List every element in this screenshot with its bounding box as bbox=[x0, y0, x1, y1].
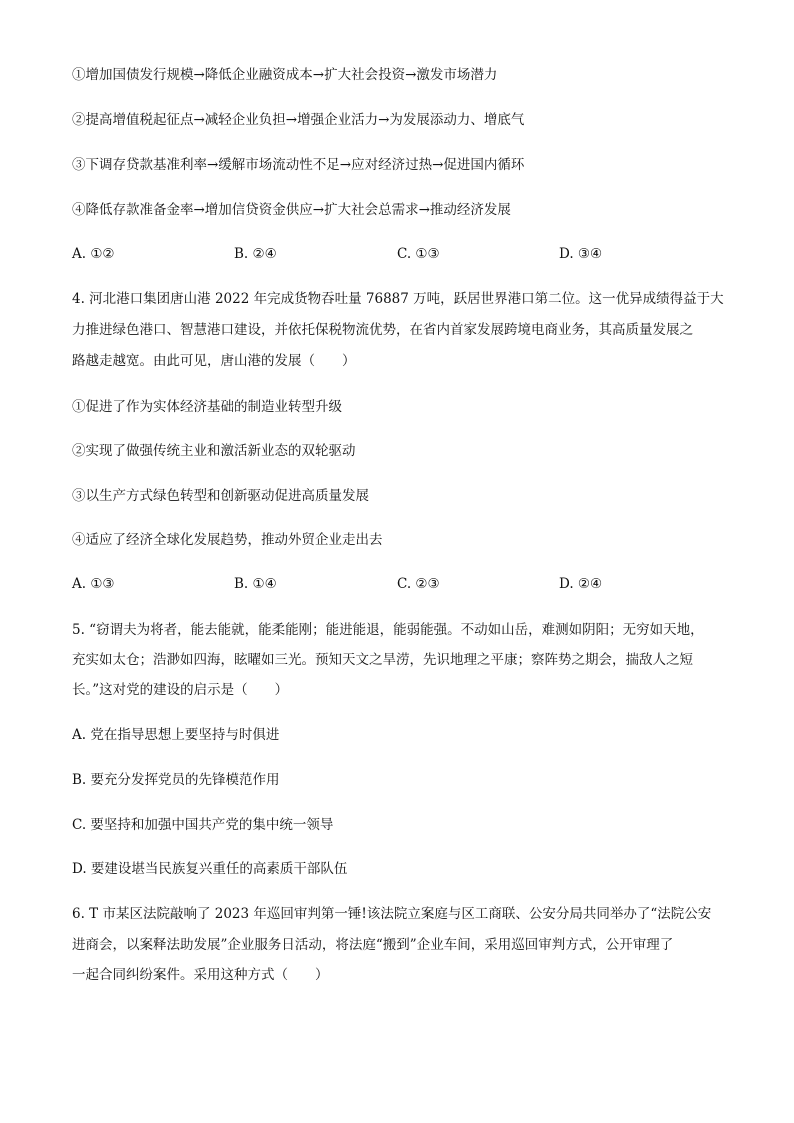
q4-item-4: ④适应了经济全球化发展趋势，推动外贸企业走出去 bbox=[72, 532, 383, 548]
q3-item-1: ①增加国债发行规模→降低企业融资成本→扩大社会投资→激发市场潜力 bbox=[72, 67, 498, 83]
q3-option-a: A. ①② bbox=[72, 246, 115, 262]
q3-item-4: ④降低存款准备金率→增加信贷资金供应→扩大社会总需求→推动经济发展 bbox=[72, 202, 511, 218]
q5-option-c: C. 要坚持和加强中国共产党的集中统一领导 bbox=[72, 817, 334, 833]
q4-item-1: ①促进了作为实体经济基础的制造业转型升级 bbox=[72, 399, 342, 415]
q3-option-d: D. ③④ bbox=[559, 246, 603, 262]
q4-item-3: ③以生产方式绿色转型和创新驱动促进高质量发展 bbox=[72, 488, 369, 504]
q3-option-c: C. ①③ bbox=[397, 246, 440, 262]
q5-option-d: D. 要建设堪当民族复兴重任的高素质干部队伍 bbox=[72, 861, 348, 877]
q6-stem-line-3: 一起合同纠纷案件。采用这种方式（ ） bbox=[72, 967, 329, 983]
q6-stem-line-2: 进商会，以案释法助发展”企业服务日活动，将法庭“搬到”企业车间，采用巡回审判方式，公开审理了 bbox=[72, 937, 674, 953]
q3-item-3: ③下调存贷款基准利率→缓解市场流动性不足→应对经济过热→促进国内循环 bbox=[72, 157, 525, 173]
q5-stem-line-3: 长。”这对党的建设的启示是（ ） bbox=[72, 682, 289, 698]
q4-stem-line-1: 4. 河北港口集团唐山港 2022 年完成货物吞吐量 76887 万吨，跃居世界港口第二位。这一优异成绩得益于大 bbox=[72, 291, 724, 307]
q3-item-2: ②提高增值税起征点→减轻企业负担→增强企业活力→为发展添动力、增底气 bbox=[72, 112, 525, 128]
q4-stem-line-3: 路越走越宽。由此可见，唐山港的发展（ ） bbox=[72, 353, 356, 369]
q4-option-a: A. ①③ bbox=[72, 576, 115, 592]
q4-option-d: D. ②④ bbox=[559, 576, 603, 592]
q6-stem-line-1: 6. T 市某区法院敲响了 2023 年巡回审判第一锤!该法院立案庭与区工商联、公安分局共同举办了“法院公安 bbox=[72, 906, 712, 922]
q5-stem-line-1: 5. “窃谓夫为将者，能去能就，能柔能刚；能进能退，能弱能强。不动如山岳，难测如阴阳；无穷如天地， bbox=[72, 622, 704, 638]
q4-item-2: ②实现了做强传统主业和激活新业态的双轮驱动 bbox=[72, 443, 356, 459]
q4-stem-line-2: 力推进绿色港口、智慧港口建设，并依托保税物流优势，在省内首家发展跨境电商业务，其高质量发展之 bbox=[72, 322, 693, 338]
q5-stem-line-2: 充实如太仓；浩渺如四海，眩曜如三光。预知天文之旱涝，先识地理之平康；察阵势之期会，揣敌人之短 bbox=[72, 652, 693, 668]
q5-option-a: A. 党在指导思想上要坚持与时俱进 bbox=[72, 727, 280, 743]
q4-option-b: B. ①④ bbox=[234, 576, 277, 592]
q3-option-b: B. ②④ bbox=[234, 246, 277, 262]
q4-option-c: C. ②③ bbox=[397, 576, 440, 592]
q5-option-b: B. 要充分发挥党员的先锋模范作用 bbox=[72, 772, 280, 788]
